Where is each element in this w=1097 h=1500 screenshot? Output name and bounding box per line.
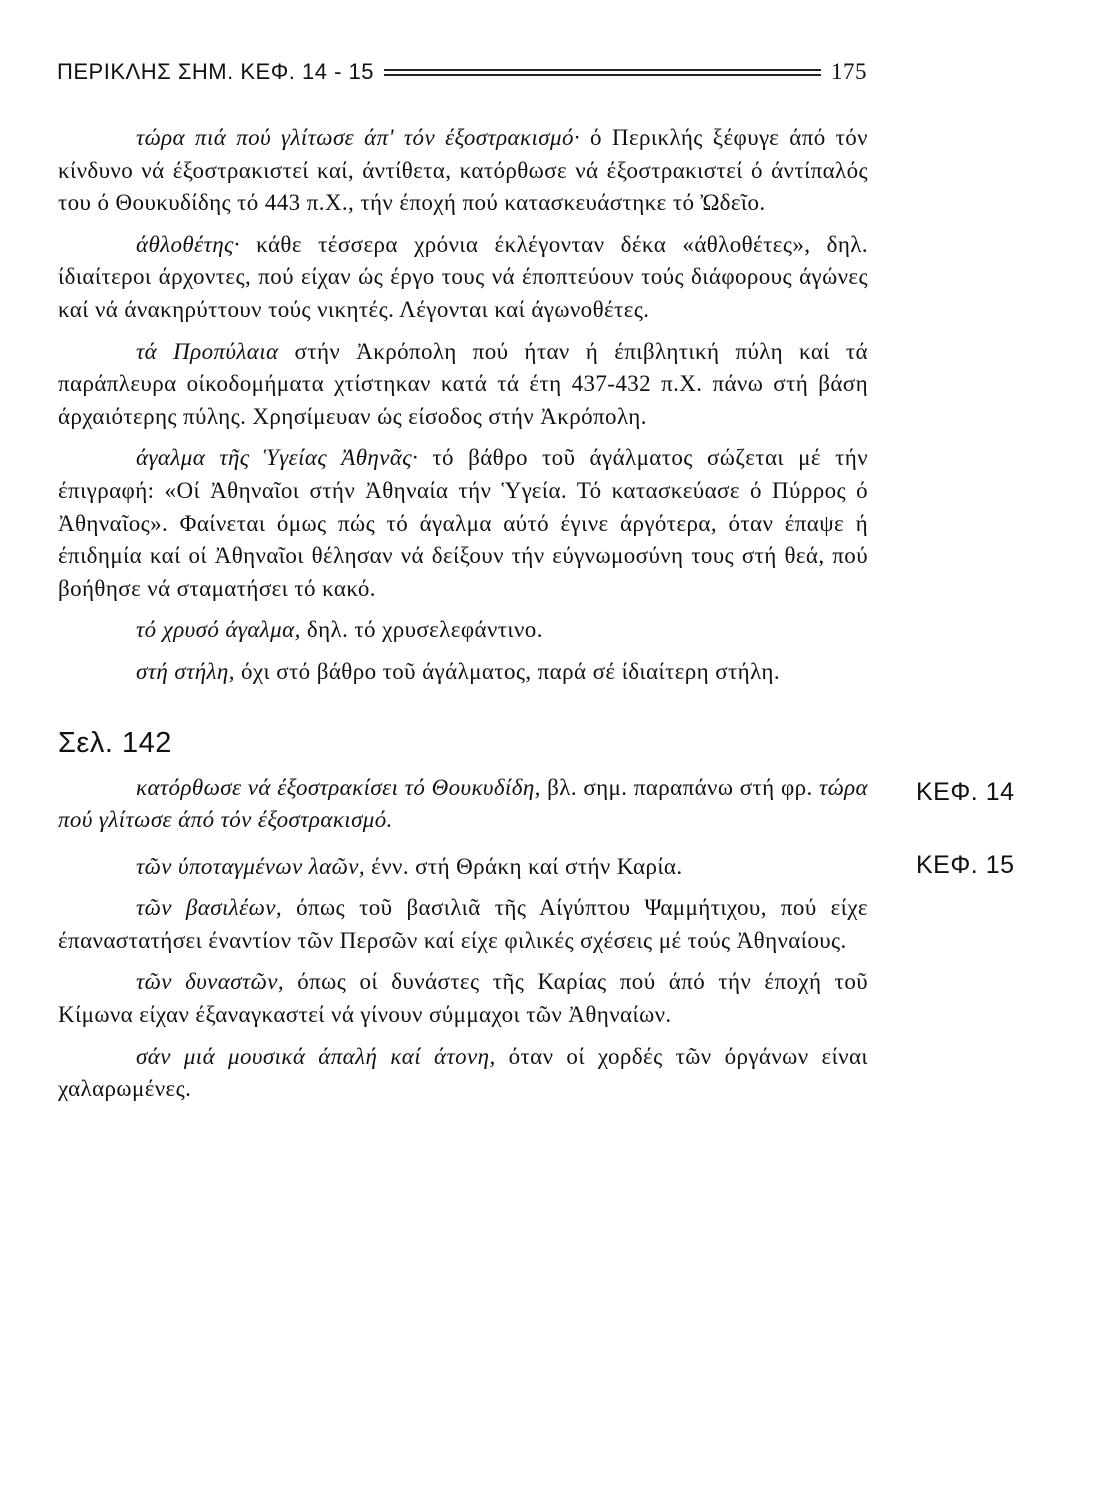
note-lemma: τῶν δυναστῶν, — [136, 969, 285, 995]
note-item — [58, 772, 868, 837]
note-lemma: τώρα πιά πού γλίτωσε άπ' τόν έξοστρακισμό· — [136, 125, 580, 150]
note-item — [58, 892, 868, 957]
note-lemma: στή στήλη, — [136, 658, 235, 684]
note-text: τό βάθρο τοῦ άγάλματος σώζεται μέ τήν έπιγραφή: «Οί Ἀθηναῖοι στήν Ἀθηναία τήν Ὑγεία. Τό κατασκεύασε ό Πύρρος ό Ἀθηναῖος». Φαίνεται όμως πώς τό άγαλμα αύτό έγινε άργότερα, όταν έπαψε ή έπιδημία καί οί Ἀθηναῖοι θέλησαν νά δείξουν τήν εύγνωμοσύνη τους στή θεά, πού βοήθησε νά σταματήσει τό κακό. — [58, 445, 869, 601]
chapter-15-block — [58, 850, 1015, 1106]
note-lemma-ref: τώρα πού γλίτωσε άπό τόν έξοστρακισμό. — [58, 774, 868, 833]
chapter-14-block — [58, 772, 1015, 837]
note-lemma: κατόρθωσε νά έξοστρακίσει τό Θουκυδίδη, — [136, 774, 541, 800]
note-text: ό Περικλής ξέφυγε άπό τόν κίνδυνο νά έξοστρακιστεί καί, άντίθετα, κατόρθωσε νά έξοστρακιστεί ό άντίπαλός του ό Θουκυδίδης τό 443 π.Χ., τήν έποχή πού κατασκευάστηκε τό Ὠδεῖο. — [58, 125, 868, 216]
note-item — [58, 336, 868, 434]
note-lemma: τά Προπύλαια — [136, 338, 279, 364]
note-item — [58, 656, 868, 689]
note-item — [58, 614, 868, 647]
note-lemma: άθλοθέτης· — [136, 231, 240, 257]
note-lemma: τῶν βασιλέων, — [136, 895, 283, 921]
note-item — [58, 851, 868, 884]
running-header — [57, 52, 867, 92]
note-lemma: τῶν ύποταγμένων λαῶν, — [136, 853, 366, 879]
note-text: στήν Ἀκρόπολη πού ήταν ή έπιβλητική πύλη καί τά παράπλευρα οίκοδομήματα χτίστηκαν κατά τά έτη 437-432 π.Χ. πάνω στή βάση άρχαιότερης πύλης. Χρησίμευαν ώς είσοδος στήν Ἀκρόπολη. — [58, 338, 868, 429]
note-lemma: άγαλμα τῆς Ὑγείας Ἀθηνᾶς· — [136, 445, 419, 471]
running-title: ΠΕΡΙΚΛΗΣ ΣΗΜ. ΚΕΦ. 14 - 15 — [57, 59, 374, 84]
note-item — [58, 122, 868, 220]
note-text: δηλ. τό χρυσελεφάντινο. — [300, 617, 543, 643]
commentary-body — [58, 122, 1015, 1115]
section-heading: Σελ. 142 — [58, 726, 172, 759]
note-item — [58, 1041, 868, 1106]
header-double-rule — [384, 69, 821, 76]
chapter-14-mark: ΚΕΦ. 14 — [916, 777, 1015, 806]
page-number: 175 — [831, 59, 867, 84]
note-item — [58, 442, 868, 605]
chapter-15-mark: ΚΕΦ. 15 — [916, 850, 1015, 879]
note-text: όχι στό βάθρο τοῦ άγάλματος, παρά σέ ίδιαίτερη στήλη. — [234, 658, 781, 684]
note-text: ένν. στή Θράκη καί στήν Καρία. — [365, 853, 683, 879]
note-lemma: τό χρυσό άγαλμα, — [136, 617, 301, 643]
note-lemma: σάν μιά μουσικά άπαλή καί άτονη, — [136, 1043, 496, 1069]
note-text: κάθε τέσσερα χρόνια έκλέγονταν δέκα «άθλοθέτες», δηλ. ίδιαίτεροι άρχοντες, πού είχαν ώς έργο τους νά έποπτεύουν τούς διάφορους άγώνες καί νά άνακηρύττουν τούς νικητές. Λέγονται καί άγωνοθέτες. — [58, 231, 868, 322]
note-item — [58, 229, 868, 327]
note-text: όπως τοῦ βασιλιᾶ τῆς Αίγύπτου Ψαμμήτιχου, πού είχε έπαναστατήσει έναντίον τῶν Περσῶν καί είχε φιλικές σχέσεις μέ τούς Ἀθηναίους. — [58, 895, 868, 953]
note-item — [58, 966, 868, 1031]
note-text: όταν οί χορδές τῶν όργάνων είναι χαλαρωμένες. — [58, 1043, 869, 1102]
note-text: όπως οί δυνάστες τῆς Καρίας πού άπό τήν έποχή τοῦ Κίμωνα είχαν έξαναγκαστεί νά γίνουν σύμμαχοι τῶν Ἀθηναίων. — [58, 969, 869, 1028]
note-text: βλ. σημ. παραπάνω στή φρ. — [540, 774, 819, 800]
